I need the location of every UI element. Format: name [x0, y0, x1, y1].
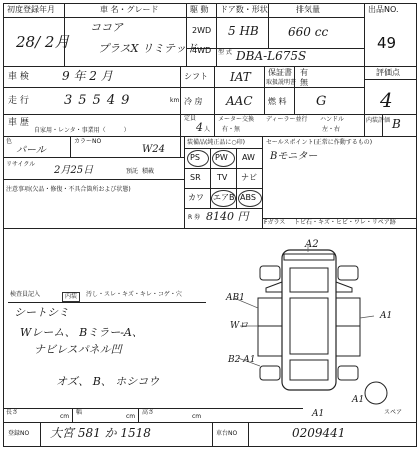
equip-sr: SR [190, 173, 201, 182]
hrule [3, 136, 416, 137]
warranty-label: 保証書 [268, 68, 292, 77]
chassis-value: 0209441 [292, 426, 346, 440]
diag-right-mark1: A1 [380, 311, 393, 321]
lot-value: 49 [377, 34, 397, 52]
ac-value: AAC [226, 94, 253, 108]
car-diagram [224, 238, 394, 410]
circle-mark [238, 190, 262, 207]
inspector-line3: ナビレスパネル凹 [34, 343, 122, 356]
color-no-label: カラーNO [74, 138, 102, 145]
vrule [264, 66, 265, 114]
hrule [3, 179, 184, 180]
sales-value: Bモニター [270, 151, 318, 162]
color-label: 色 [6, 138, 13, 145]
equip-pw: PW [215, 153, 228, 162]
mileage-label: 走 行 [8, 96, 29, 106]
vrule [180, 66, 181, 157]
inspection-label: 車 検 [8, 72, 29, 82]
inspector-interior-options: 汚し・スレ・キズ・キレ・コゲ・穴 [86, 291, 182, 298]
diag-bottom-mark: A1 [312, 409, 325, 419]
fuel-value: G [316, 94, 327, 109]
hrule [3, 157, 184, 158]
inspector-label: 検査員記入 [10, 291, 41, 298]
reg-no-label: 登録NO [8, 430, 30, 437]
ac-label: 冷 房 [184, 97, 203, 106]
doors-label: ドア数・形状 [220, 5, 268, 14]
equip-airbag: エアB [213, 193, 235, 202]
history-options: 自家用・レンタ・事業用（ ） [34, 127, 130, 134]
equip-navi: ナビ [241, 173, 257, 182]
hrule [184, 168, 262, 169]
warranty-sub: 取扱説明書 [266, 79, 297, 86]
recycle-fee-value: 8140 円 [206, 210, 249, 223]
circle-mark [211, 190, 236, 207]
capacity-value: 4 [196, 121, 203, 134]
hrule [184, 208, 262, 209]
hrule [3, 228, 416, 229]
inspector-line2: Wレーム、 Bミラー-A、 [20, 326, 143, 339]
inspector-interior-label: 内装 [62, 292, 80, 302]
vrule [216, 3, 217, 66]
vrule [72, 408, 73, 422]
vrule [40, 422, 41, 446]
equip-abs: ABS [240, 193, 256, 202]
sales-label: セールスポイント(正常に作動するもの) [266, 139, 373, 146]
vrule [70, 136, 71, 157]
vrule [236, 148, 237, 208]
hrule [3, 66, 416, 67]
shift-label: シフト [184, 72, 208, 81]
length-unit: cm [60, 413, 70, 420]
car-name: ココア [90, 21, 123, 34]
drive-label: 駆 動 [190, 5, 209, 14]
circle-mark [187, 150, 209, 167]
drive-4wd: 4WD [192, 46, 212, 55]
hrule [3, 87, 364, 88]
interior-label: 内装評価 [366, 117, 391, 124]
inspector-line4: オズ、 B、 ホシコウ [56, 375, 160, 388]
spare-label: スペア [384, 409, 403, 416]
hrule [184, 148, 262, 149]
color-no-value: W24 [142, 144, 166, 155]
frame-top [3, 3, 417, 4]
mileage-unit: km [170, 97, 180, 104]
equipment-label: 装備品(純正品に○印) [187, 139, 245, 146]
diag-right-mark2: A1 [352, 395, 365, 405]
inspector-line1: シートシミ [14, 306, 69, 319]
score-value: 4 [380, 88, 393, 112]
length-label: 長さ [6, 409, 19, 416]
vrule [214, 66, 215, 136]
glass-label: Fガラス [264, 219, 286, 226]
meter-value: 有・無 [222, 126, 241, 133]
width-unit: cm [126, 413, 136, 420]
inspection-value: 9 年 2 月 [62, 69, 113, 83]
model-value: DBA-L675S [236, 49, 307, 63]
vrule [248, 422, 249, 446]
dealer-label: ディーラー並行 [266, 116, 308, 123]
glass-value: トビ石・キズ・ヒビ・ワレ・リペア跡 [294, 219, 396, 226]
car-name-label: 車 名・グレード [100, 5, 159, 14]
vrule [364, 3, 365, 66]
hrule [3, 17, 364, 18]
displacement-value: 660 cc [288, 25, 329, 39]
handle-value: 左・右 [322, 126, 341, 133]
equip-aw: AW [242, 153, 255, 162]
height-unit: cm [192, 413, 202, 420]
frame-right [416, 3, 417, 446]
diag-left-mark2: Wロ [230, 321, 249, 331]
hrule [3, 422, 416, 423]
vrule [184, 136, 185, 228]
capacity-label: 定員 [184, 115, 197, 122]
height-label: 高さ [142, 409, 155, 416]
equip-leather: カワ [188, 193, 204, 202]
vrule [186, 3, 187, 66]
recycle-label: リサイクル [6, 161, 36, 168]
diag-left-mark1: AB1 [226, 293, 245, 303]
equip-ps: PS [190, 153, 200, 162]
vrule [138, 408, 139, 422]
hrule [364, 79, 416, 80]
doors-value: 5 HB [228, 24, 259, 38]
handle-label: ハンドル [320, 116, 345, 123]
warranty-yes: 有 [300, 68, 308, 77]
hrule [184, 188, 262, 189]
diag-left-mark3: B2 A1 [228, 355, 256, 365]
vrule [268, 3, 269, 48]
model-label: 型 式 [218, 49, 232, 56]
displacement-label: 排気量 [296, 5, 320, 14]
chassis-label: 車台NO [216, 430, 238, 437]
equip-tv: TV [217, 173, 228, 182]
lot-label: 出品NO. [368, 5, 399, 14]
reg-no-value: 大宮 581 か 1518 [50, 426, 151, 440]
color-value: パール [16, 145, 46, 156]
frame-bottom [3, 446, 417, 447]
shift-value: IAT [230, 70, 251, 84]
vrule [212, 422, 213, 446]
warranty-no: 無 [300, 78, 308, 87]
fuel-label: 燃 料 [268, 97, 287, 106]
hrule [3, 114, 416, 115]
reg-year-label: 初度登録年月 [7, 5, 55, 14]
grade: プラスX リミテッド [98, 42, 197, 55]
meter-label: メーター交換 [218, 116, 255, 123]
score-label: 評価点 [376, 68, 400, 77]
circle-mark [212, 150, 235, 167]
diag-top-mark: A2 [305, 239, 319, 250]
vrule [364, 66, 365, 136]
vrule [262, 136, 263, 228]
vrule [294, 66, 295, 114]
interior-value: B [392, 117, 401, 131]
drive-2wd: 2WD [192, 26, 212, 35]
reg-year-value: 28/ 2月 [16, 33, 70, 51]
mileage-value: 35549 [64, 93, 136, 108]
history-label: 車 歴 [8, 118, 29, 128]
hrule [8, 302, 206, 303]
notes-label: 注意事項(欠品・修復・不具合箇所および状態) [6, 186, 131, 193]
frame-left [3, 3, 4, 446]
recycle-fee-label: R 券 [188, 214, 201, 221]
capacity-unit: 人 [204, 126, 211, 133]
recycle-deposit-label: 預託 [126, 168, 139, 175]
recycle-value: 2月25日 [54, 165, 94, 176]
recycle-deposit-value: 積載 [142, 168, 155, 175]
width-label: 幅 [76, 409, 83, 416]
